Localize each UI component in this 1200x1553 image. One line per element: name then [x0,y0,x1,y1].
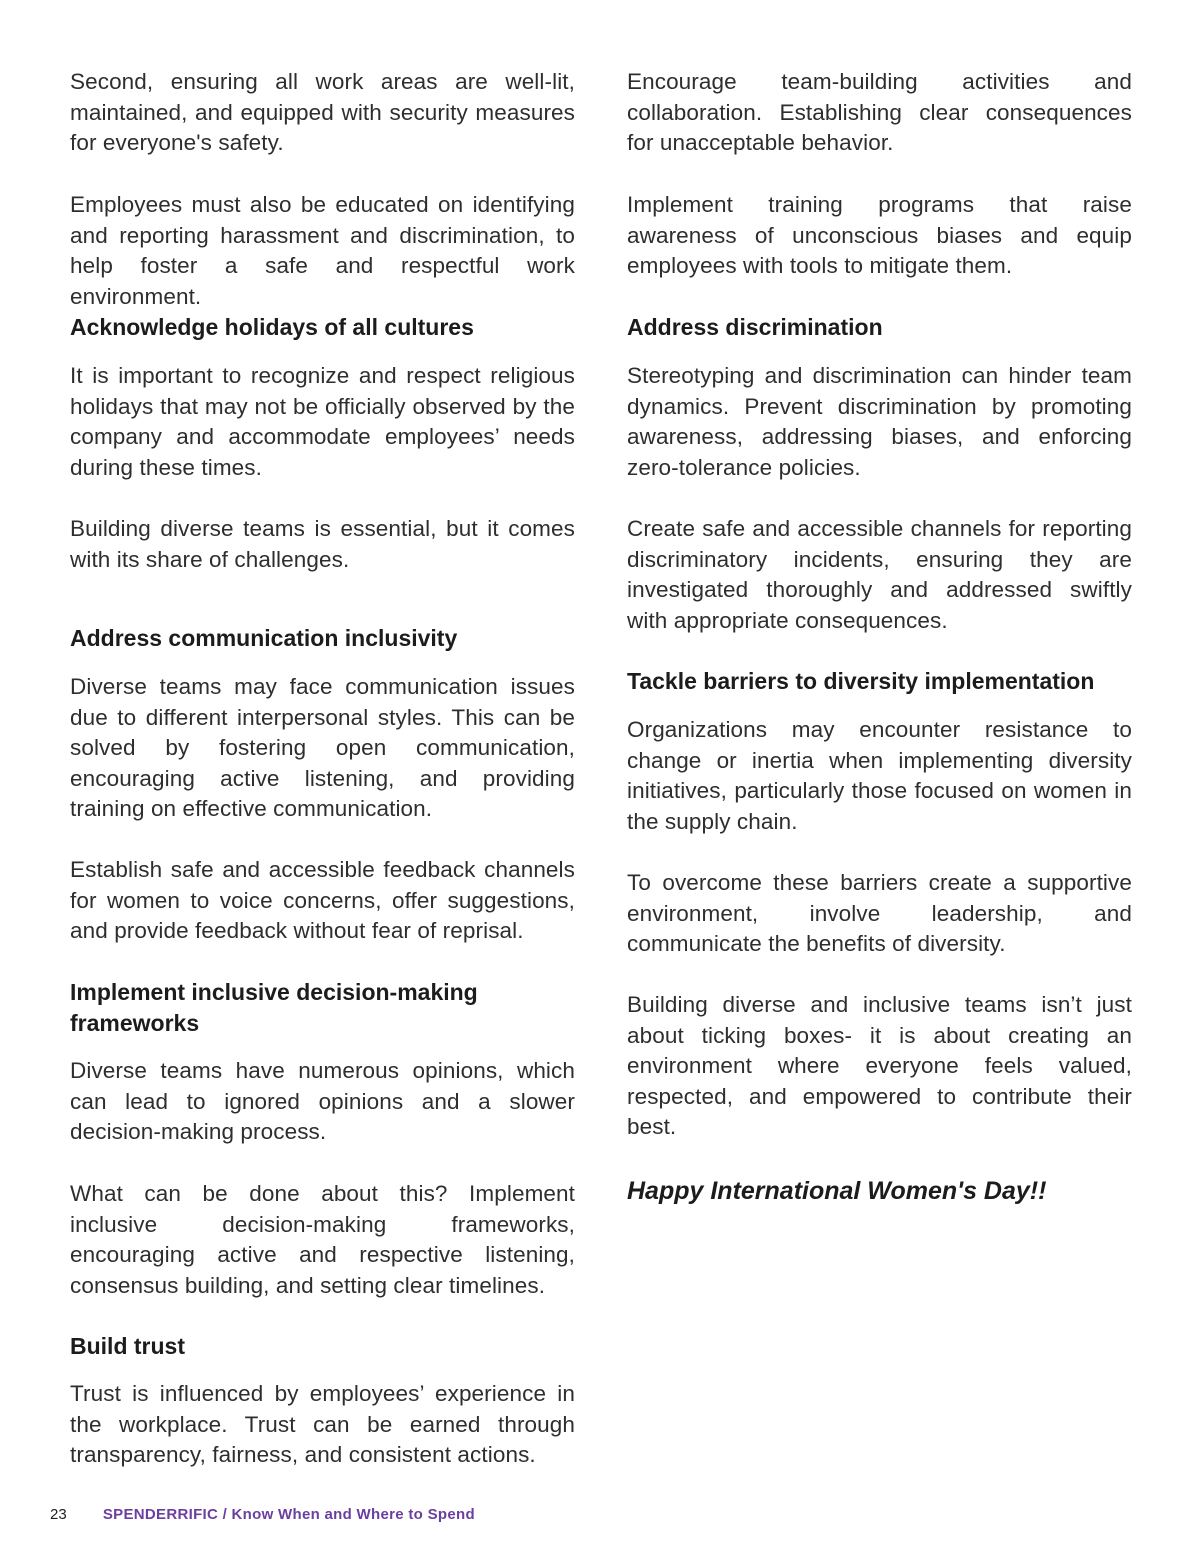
section-trust [70,1331,575,1362]
section-discrimination [627,312,1132,343]
left-block-holidays [70,361,575,483]
right-block-overcome [627,868,1132,960]
paragraph-reporting-channels: Create safe and accessible channels for reporting discriminatory incidents, ensuring they are investigated thoroughly and addressed swiftly with appropriate consequences. [627,516,1132,633]
page-number: 23 [50,1506,67,1523]
right-block-reporting [627,514,1132,636]
heading-build-trust: Build trust [70,1333,185,1359]
right-block-training [627,190,1132,282]
heading-inclusive-decision-making: Implement inclusive decision-making frameworks [70,979,478,1036]
paragraph-inclusive-teams: Building diverse and inclusive teams isn’t just about ticking boxes- it is about creating an environment where everyone feels valued, respected, and empowered to contribute their best. [627,992,1132,1139]
left-block-frameworks [70,1179,575,1301]
paragraph-workplace-security: Second, ensuring all work areas are well-lit, maintained, and equipped with security measures for everyone's safety. [70,69,575,155]
section-holidays [70,312,575,343]
heading-acknowledge-holidays: Acknowledge holidays of all cultures [70,314,474,340]
paragraph-trust: Trust is influenced by employees’ experience in the workplace. Trust can be earned through transparency, fairness, and consistent actions. [70,1381,575,1467]
paragraph-resistance-to-change: Organizations may encounter resistance to change or inertia when implementing diversity initiatives, particularly those focused on women in the supply chain. [627,717,1132,834]
left-block-opinions [70,1056,575,1148]
closing-greeting: Happy International Women's Day!! [627,1177,1047,1205]
paragraph-harassment-education: Employees must also be educated on identifying and reporting harassment and discrimination, to help foster a safe and respectful work environment. [70,192,575,309]
paragraph-feedback-channels: Establish safe and accessible feedback channels for women to voice concerns, offer suggestions, and provide feedback without fear of reprisal. [70,857,575,943]
left-block-security [70,67,575,159]
right-block-stereotyping [627,361,1132,483]
left-block-diverse-teams [70,514,575,575]
publication-title: SPENDERRIFIC / Know When and Where to Spend [102,1506,475,1523]
page-footer [50,1505,475,1525]
paragraph-decision-frameworks: What can be done about this? Implement inclusive decision-making frameworks, encouraging active and respective listening, consensus building, and setting clear timelines. [70,1181,575,1298]
section-closing [627,1175,1132,1207]
paragraph-numerous-opinions: Diverse teams have numerous opinions, which can lead to ignored opinions and a slower decision-making process. [70,1058,575,1144]
paragraph-bias-training: Implement training programs that raise awareness of unconscious biases and equip employees with tools to mitigate them. [627,192,1132,278]
paragraph-overcome-barriers: To overcome these barriers create a supportive environment, involve leadership, and communicate the benefits of diversity. [627,870,1132,956]
paragraph-stereotyping: Stereotyping and discrimination can hinder team dynamics. Prevent discrimination by promoting awareness, addressing biases, and enforcing zero-tolerance policies. [627,363,1132,480]
heading-address-discrimination: Address discrimination [627,314,883,340]
section-barriers [627,666,1132,697]
paragraph-communication-issues: Diverse teams may face communication issues due to different interpersonal styles. This can be solved by fostering open communication, encouraging active listening, and providing training on effective communication. [70,674,575,821]
section-communication [70,623,575,654]
left-block-education [70,190,575,312]
right-block-inclusive-teams [627,990,1132,1143]
paragraph-team-building: Encourage team-building activities and collaboration. Establishing clear consequences for unacceptable behavior. [627,69,1132,155]
heading-tackle-barriers: Tackle barriers to diversity implementation [627,668,1095,694]
paragraph-religious-holidays: It is important to recognize and respect religious holidays that may not be officially observed by the company and accommodate employees’ needs during these times. [70,363,575,480]
right-block-team-building [627,67,1132,159]
paragraph-diverse-teams-challenges: Building diverse teams is essential, but it comes with its share of challenges. [70,516,575,572]
heading-communication-inclusivity: Address communication inclusivity [70,625,458,651]
left-block-communication [70,672,575,825]
right-block-resistance [627,715,1132,837]
left-block-trust [70,1379,575,1471]
left-block-feedback [70,855,575,947]
section-decision-making [70,977,575,1038]
